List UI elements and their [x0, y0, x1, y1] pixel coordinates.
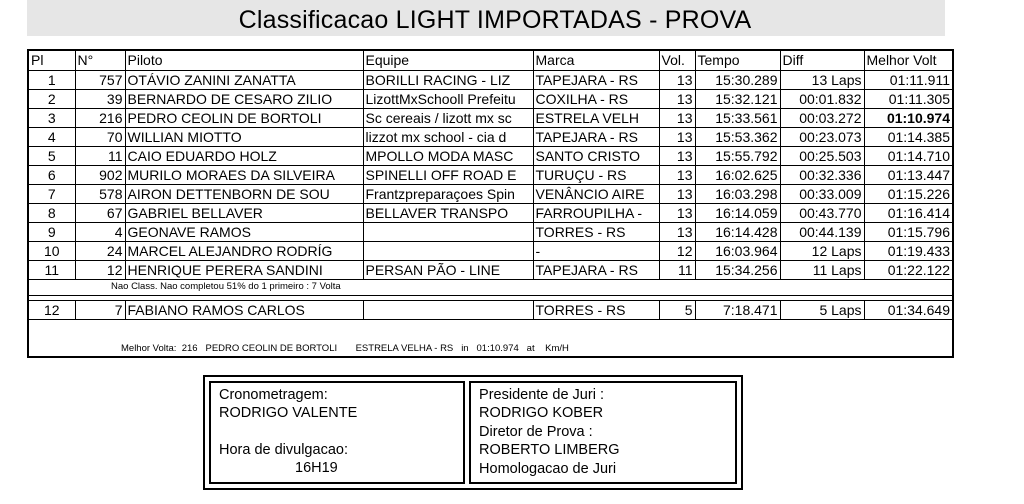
timing-panel: [209, 381, 465, 484]
cell-driver: HENRIQUE PERERA SANDINI: [125, 260, 363, 279]
cell-brand: -: [533, 241, 659, 260]
cell-pos: 7: [29, 184, 75, 203]
cell-best-lap: 01:14.385: [864, 127, 952, 146]
cell-number: 70: [75, 127, 125, 146]
cell-time: 16:14.059: [695, 203, 780, 222]
cell-number: 578: [75, 184, 125, 203]
jury-president-name: RODRIGO KOBER: [479, 405, 604, 422]
not-classified-note: Nao Class. Nao completou 51% do 1 primeiro : 7 Volta: [29, 279, 952, 295]
timing-name: RODRIGO VALENTE: [219, 405, 358, 422]
results-table: [29, 51, 952, 320]
col-header-pos: Pl: [29, 51, 75, 70]
cell-diff: 11 Laps: [780, 260, 864, 279]
cell-best-lap: 01:15.796: [864, 222, 952, 241]
cell-laps: 12: [659, 241, 695, 260]
cell-pos: 1: [29, 70, 75, 89]
cell-brand: COXILHA - RS: [533, 89, 659, 108]
cell-driver: MURILO MORAES DA SILVEIRA: [125, 165, 363, 184]
cell-laps: 13: [659, 89, 695, 108]
cell-time: 15:34.256: [695, 260, 780, 279]
release-time-value: 16H19: [295, 460, 338, 477]
cell-diff: 12 Laps: [780, 241, 864, 260]
cell-driver: FABIANO RAMOS CARLOS: [125, 300, 363, 319]
cell-team: [363, 300, 533, 319]
results-panel: [27, 49, 954, 358]
cell-best-lap: 01:10.974: [864, 108, 952, 127]
cell-driver: CAIO EDUARDO HOLZ: [125, 146, 363, 165]
col-header-number: N°: [75, 51, 125, 70]
cell-number: 24: [75, 241, 125, 260]
cell-laps: 13: [659, 146, 695, 165]
cell-team: SPINELLI OFF ROAD E: [363, 165, 533, 184]
cell-pos: 11: [29, 260, 75, 279]
cell-brand: TORRES - RS: [533, 222, 659, 241]
cell-diff: 00:33.009: [780, 184, 864, 203]
cell-time: 16:14.428: [695, 222, 780, 241]
homologation-label: Homologacao de Juri: [479, 460, 617, 477]
cell-best-lap: 01:13.447: [864, 165, 952, 184]
table-row: [29, 260, 952, 279]
table-row: [29, 165, 952, 184]
cell-team: Sc cereais / lizott mx sc: [363, 108, 533, 127]
cell-best-lap: 01:22.122: [864, 260, 952, 279]
cell-number: 7: [75, 300, 125, 319]
table-row: [29, 146, 952, 165]
cell-driver: WILLIAN MIOTTO: [125, 127, 363, 146]
cell-time: 15:32.121: [695, 89, 780, 108]
col-header-driver: Piloto: [125, 51, 363, 70]
cell-driver: MARCEL ALEJANDRO RODRÍG: [125, 241, 363, 260]
timing-label: Cronometragem:: [219, 387, 328, 403]
cell-brand: FARROUPILHA -: [533, 203, 659, 222]
cell-diff: 00:23.073: [780, 127, 864, 146]
table-row: [29, 241, 952, 260]
table-row: [29, 70, 952, 89]
cell-brand: SANTO CRISTO: [533, 146, 659, 165]
cell-team: lizzot mx school - cia d: [363, 127, 533, 146]
cell-brand: TAPEJARA - RS: [533, 127, 659, 146]
cell-time: 16:03.964: [695, 241, 780, 260]
cell-diff: 00:32.336: [780, 165, 864, 184]
cell-driver: GEONAVE RAMOS: [125, 222, 363, 241]
col-header-diff: Diff: [780, 51, 864, 70]
col-header-brand: Marca: [533, 51, 659, 70]
page-title: Classificacao LIGHT IMPORTADAS - PROVA: [27, 0, 945, 36]
cell-laps: 13: [659, 108, 695, 127]
table-row: [29, 127, 952, 146]
cell-driver: PEDRO CEOLIN DE BORTOLI: [125, 108, 363, 127]
cell-number: 39: [75, 89, 125, 108]
release-time-label: Hora de divulgacao:: [219, 441, 348, 458]
cell-laps: 13: [659, 127, 695, 146]
table-row: [29, 89, 952, 108]
cell-best-lap: 01:14.710: [864, 146, 952, 165]
col-header-team: Equipe: [363, 51, 533, 70]
race-director-label: Diretor de Prova :: [479, 423, 593, 440]
table-header-row: [29, 51, 952, 70]
cell-brand: TAPEJARA - RS: [533, 260, 659, 279]
table-row: [29, 108, 952, 127]
officials-panel: [203, 375, 743, 490]
cell-driver: AIRON DETTENBORN DE SOU: [125, 184, 363, 203]
cell-number: 67: [75, 203, 125, 222]
cell-laps: 5: [659, 300, 695, 319]
cell-time: 16:02.625: [695, 165, 780, 184]
cell-time: 15:30.289: [695, 70, 780, 89]
cell-pos: 9: [29, 222, 75, 241]
cell-laps: 13: [659, 222, 695, 241]
cell-laps: 13: [659, 70, 695, 89]
cell-number: 902: [75, 165, 125, 184]
cell-diff: 00:25.503: [780, 146, 864, 165]
cell-number: 4: [75, 222, 125, 241]
cell-team: [363, 241, 533, 260]
cell-pos: 12: [29, 300, 75, 319]
cell-diff: 13 Laps: [780, 70, 864, 89]
cell-laps: 13: [659, 203, 695, 222]
cell-pos: 4: [29, 127, 75, 146]
cell-driver: BERNARDO DE CESARO ZILIO: [125, 89, 363, 108]
cell-diff: 5 Laps: [780, 300, 864, 319]
cell-diff: 00:44.139: [780, 222, 864, 241]
col-header-laps: Vol.: [659, 51, 695, 70]
cell-team: [363, 222, 533, 241]
cell-pos: 8: [29, 203, 75, 222]
cell-brand: VENÂNCIO AIRE: [533, 184, 659, 203]
not-classified-note-row: [29, 279, 952, 295]
cell-brand: ESTRELA VELH: [533, 108, 659, 127]
cell-number: 216: [75, 108, 125, 127]
cell-best-lap: 01:11.305: [864, 89, 952, 108]
col-header-best-lap: Melhor Volt: [864, 51, 952, 70]
cell-team: MPOLLO MODA MASC: [363, 146, 533, 165]
table-row: [29, 222, 952, 241]
cell-brand: TAPEJARA - RS: [533, 70, 659, 89]
jury-panel: [469, 381, 737, 484]
cell-diff: 00:03.272: [780, 108, 864, 127]
cell-pos: 3: [29, 108, 75, 127]
cell-driver: GABRIEL BELLAVER: [125, 203, 363, 222]
cell-best-lap: 01:16.414: [864, 203, 952, 222]
cell-laps: 13: [659, 165, 695, 184]
cell-team: BORILLI RACING - LIZ: [363, 70, 533, 89]
race-director-name: ROBERTO LIMBERG: [479, 442, 620, 459]
cell-laps: 11: [659, 260, 695, 279]
cell-diff: 00:01.832: [780, 89, 864, 108]
cell-team: BELLAVER TRANSPO: [363, 203, 533, 222]
cell-team: PERSAN PÃO - LINE: [363, 260, 533, 279]
cell-driver: OTÁVIO ZANINI ZANATTA: [125, 70, 363, 89]
cell-time: 7:18.471: [695, 300, 780, 319]
cell-best-lap: 01:19.433: [864, 241, 952, 260]
cell-number: 757: [75, 70, 125, 89]
cell-number: 12: [75, 260, 125, 279]
cell-pos: 10: [29, 241, 75, 260]
cell-number: 11: [75, 146, 125, 165]
table-row: [29, 184, 952, 203]
col-header-time: Tempo: [695, 51, 780, 70]
cell-pos: 6: [29, 165, 75, 184]
cell-time: 15:55.792: [695, 146, 780, 165]
cell-brand: TORRES - RS: [533, 300, 659, 319]
cell-team: Frantzpreparaçoes Spin: [363, 184, 533, 203]
jury-president-label: Presidente de Juri :: [479, 387, 604, 403]
table-row: [29, 203, 952, 222]
best-lap-summary: Melhor Volta: 216 PEDRO CEOLIN DE BORTOLI ESTRELA VELHA - RS in 01:10.974 at Km/H: [121, 343, 569, 354]
cell-pos: 5: [29, 146, 75, 165]
cell-time: 16:03.298: [695, 184, 780, 203]
cell-brand: TURUÇU - RS: [533, 165, 659, 184]
cell-laps: 13: [659, 184, 695, 203]
cell-best-lap: 01:15.226: [864, 184, 952, 203]
cell-best-lap: 01:11.911: [864, 70, 952, 89]
cell-team: LizottMxSchooll Prefeitu: [363, 89, 533, 108]
cell-time: 15:33.561: [695, 108, 780, 127]
cell-pos: 2: [29, 89, 75, 108]
cell-diff: 00:43.770: [780, 203, 864, 222]
cell-best-lap: 01:34.649: [864, 300, 952, 319]
table-row: [29, 300, 952, 319]
cell-time: 15:53.362: [695, 127, 780, 146]
